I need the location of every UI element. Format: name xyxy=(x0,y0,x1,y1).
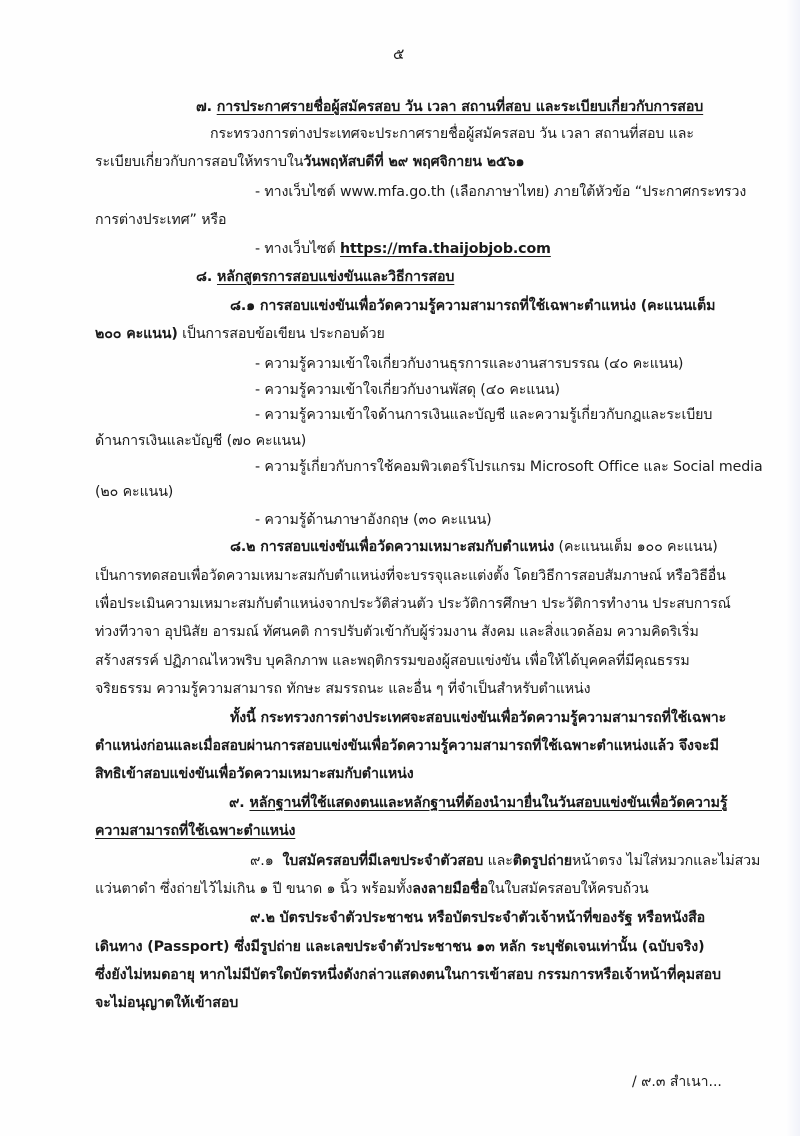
note-line-1: ทั้งนี้ กระทรวงการต่างประเทศจะสอบแข่งขันเพื่อวัดความรู้ความสามารถที่ใช้เฉพาะ xyxy=(230,710,727,726)
attach-photo: ติดรูปถ่าย xyxy=(512,853,573,869)
section-8-heading xyxy=(196,267,454,287)
section-8-title: หลักสูตรการสอบแข่งขันและวิธีการสอบ xyxy=(216,269,455,285)
channel-thaijobjob xyxy=(255,239,551,259)
page-edge-shadow xyxy=(786,0,800,1136)
section-8-2-body-1: เป็นการทดสอบเพื่อวัดความเหมาะสมกับตำแหน่งที่จะบรรจุและแต่งตั้ง โดยวิธีการสอบสัมภาษณ์ หรือวิธีอื่น xyxy=(95,568,726,584)
section-8-1-heading: ๘.๑ การสอบแข่งขันเพื่อวัดความรู้ความสามารถที่ใช้เฉพาะตำแหน่ง (คะแนนเต็ม xyxy=(230,298,716,314)
exam-item-3: - ความรู้ความเข้าใจด้านการเงินและบัญชี และความรู้เกี่ยวกับกฎและระเบียบ xyxy=(255,407,713,423)
section-7-title: การประกาศรายชื่อผู้สมัครสอบ วัน เวลา สถานที่สอบ และระเบียบเกี่ยวกับการสอบ xyxy=(216,99,704,115)
section-8-number: ๘. xyxy=(196,269,213,285)
exam-item-5: - ความรู้ด้านภาษาอังกฤษ (๓๐ คะแนน) xyxy=(255,512,492,528)
section-8-2-body-5: จริยธรรม ความรู้ความสามารถ ทักษะ สมรรถนะ และอื่น ๆ ที่จำเป็นสำหรับตำแหน่ง xyxy=(95,681,591,697)
announcement-text: ระเบียบเกี่ยวกับการสอบให้ทราบใน xyxy=(95,154,304,170)
section-9-2-line2: เดินทาง (Passport) ซึ่งมีรูปถ่าย และเลขประจำตัวประชาชน ๑๓ หลัก ระบุชัดเจนเท่านั้น (ฉบับจริง) xyxy=(95,939,705,955)
exam-item-2: - ความรู้ความเข้าใจเกี่ยวกับงานพัสดุ (๔๐ คะแนน) xyxy=(255,382,560,398)
section-9-1-line2 xyxy=(95,879,649,899)
page-number: ๕ xyxy=(393,45,405,63)
channel-mfa-line2: การต่างประเทศ” หรือ xyxy=(95,212,227,228)
section-8-2-heading xyxy=(230,537,718,557)
channel-label: - ทางเว็บไซต์ xyxy=(255,241,340,257)
section-9-number: ๙. xyxy=(229,795,245,811)
section-9-title-line1: หลักฐานที่ใช้แสดงตนและหลักฐานที่ต้องนำมายื่นในวันสอบแข่งขันเพื่อวัดความรู้ xyxy=(249,795,728,811)
exam-item-1: - ความรู้ความเข้าใจเกี่ยวกับงานธุรการและงานสารบรรณ (๔๐ คะแนน) xyxy=(255,356,684,372)
section-7-number: ๗. xyxy=(196,99,212,115)
exam-type: เป็นการสอบข้อเขียน ประกอบด้วย xyxy=(177,326,385,342)
section-8-2-title: ๘.๒ การสอบแข่งขันเพื่อวัดความเหมาะสมกับตำแหน่ง xyxy=(230,539,555,555)
section-9-heading xyxy=(229,793,727,813)
section-9-2-line1: ๙.๒ บัตรประจำตัวประชาชน หรือบัตรประจำตัวเจ้าหน้าที่ของรัฐ หรือหนังสือ xyxy=(250,910,706,926)
photo-requirements: หน้าตรง ไม่ใส่หมวกและไม่สวม xyxy=(572,853,761,869)
section-8-2-body-2: เพื่อประเมินความเหมาะสมกับตำแหน่งจากประวัติส่วนตัว ประวัติการศึกษา ประวัติการทำงาน ประสบการณ์ xyxy=(95,596,731,612)
section-9-2-line3: ซึ่งยังไม่หมดอายุ หากไม่มีบัตรใดบัตรหนึ่งดังกล่าวแสดงตนในการเข้าสอบ กรรมการหรือเจ้าหน้าที่คุมสอบ xyxy=(95,967,721,983)
photo-size: แว่นตาดำ ซึ่งถ่ายไว้ไม่เกิน ๑ ปี ขนาด ๑ นิ้ว พร้อมทั้ง xyxy=(95,881,413,897)
exam-item-4: - ความรู้เกี่ยวกับการใช้คอมพิวเตอร์โปรแกรม Microsoft Office และ Social media xyxy=(255,459,763,475)
note-line-2: ตำแหน่งก่อนและเมื่อสอบผ่านการสอบแข่งขันเพื่อวัดความรู้ความสามารถที่ใช้เฉพาะตำแหน่งแล้ว จึงจะมี xyxy=(95,738,719,754)
announcement-date: วันพฤหัสบดีที่ ๒๙ พฤศจิกายน ๒๕๖๑ xyxy=(303,154,525,170)
section-9-2-line4: จะไม่อนุญาตให้เข้าสอบ xyxy=(95,995,239,1011)
section-8-2-score: (คะแนนเต็ม ๑๐๐ คะแนน) xyxy=(554,539,718,555)
full-score: ๒๐๐ คะแนน) xyxy=(95,326,178,342)
note-line-3: สิทธิเข้าสอบแข่งขันเพื่อวัดความเหมาะสมกับตำแหน่ง xyxy=(95,766,414,782)
section-8-1-line2 xyxy=(95,324,385,344)
section-7-para-line2 xyxy=(95,152,524,172)
section-8-2-body-3: ท่วงทีวาจา อุปนิสัย อารมณ์ ทัศนคติ การปรับตัวเข้ากับผู้ร่วมงาน สังคม และสิ่งแวดล้อม ความคิดริเริ่ม xyxy=(95,624,699,640)
continuation-note: / ๙.๓ สำเนา... xyxy=(632,1074,722,1090)
section-8-2-body-4: สร้างสรรค์ ปฏิภาณไหวพริบ บุคลิกภาพ และพฤติกรรมของผู้สอบแข่งขัน เพื่อให้ได้บุคคลที่มีคุณธรรม xyxy=(95,653,690,669)
thaijobjob-link[interactable]: https://mfa.thaijobjob.com xyxy=(340,241,551,257)
conjunction: และ xyxy=(483,853,513,869)
section-7-heading xyxy=(196,97,703,117)
exam-item-3-cont: ด้านการเงินและบัญชี (๗๐ คะแนน) xyxy=(95,433,307,449)
application-form: ใบสมัครสอบที่มีเลขประจำตัวสอบ xyxy=(282,853,484,869)
section-9-title-line2: ความสามารถที่ใช้เฉพาะตำแหน่ง xyxy=(95,823,296,839)
section-9-1-line1 xyxy=(250,851,760,871)
section-9-1-number: ๙.๑ xyxy=(250,853,274,869)
signature-rest: ในใบสมัครสอบให้ครบถ้วน xyxy=(488,881,649,897)
section-7-para-line1: กระทรวงการต่างประเทศจะประกาศรายชื่อผู้สมัครสอบ วัน เวลา สถานที่สอบ และ xyxy=(210,126,694,142)
signature-requirement: ลงลายมือชื่อ xyxy=(412,881,488,897)
exam-item-4-cont: (๒๐ คะแนน) xyxy=(95,484,174,500)
channel-mfa-line1: - ทางเว็บไซต์ www.mfa.go.th (เลือกภาษาไทย) ภายใต้หัวข้อ “ประกาศกระทรวง xyxy=(255,184,747,200)
